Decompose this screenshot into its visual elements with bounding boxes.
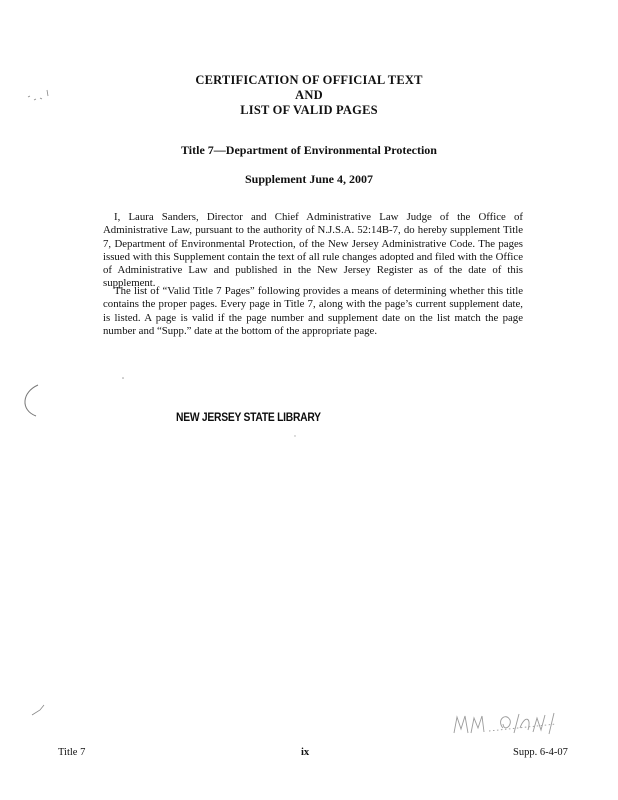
footer-title: Title 7	[58, 747, 86, 758]
supplement-date-heading: Supplement June 4, 2007	[244, 172, 374, 186]
title-heading: Title 7—Department of Environmental Protection	[181, 143, 437, 157]
certification-paragraph: I, Laura Sanders, Director and Chief Administrative Law Judge of the Office of Administrative Law, pursuant to the authority of N.J.S.A. 52:14B-7, do hereby supplement Title 7, Department of Environmental Protection, of the New Jersey Administrative Code. The pages issued with this Supplement contain the text of all rule changes adopted and filed with the Office of Administrative Law and published in the New Jersey Register as of the date of this supplement.	[103, 211, 523, 290]
footer-supplement-date: Supp. 6-4-07	[513, 747, 568, 758]
margin-bracket-mark	[25, 385, 38, 416]
library-stamp: NEW JERSEY STATE LIBRARY	[176, 410, 321, 424]
footer-page-number: ix	[301, 747, 310, 758]
speck-dot-2	[294, 435, 295, 436]
valid-pages-heading: LIST OF VALID PAGES	[240, 103, 378, 117]
margin-dash-mark	[32, 705, 44, 715]
speck-dot	[122, 377, 124, 379]
certification-heading: CERTIFICATION OF OFFICIAL TEXT	[195, 73, 423, 87]
valid-pages-paragraph: The list of “Valid Title 7 Pages” following provides a means of determining whether this title contains the proper pages. Every page in Title 7, along with the page’s current supplement date, is listed. A page is valid if the page number and supplement date on the list match the page number and “Supp.” date at the bottom of the appropriate page.	[103, 285, 523, 337]
handwritten-initials-mark	[454, 713, 556, 734]
heading-and: AND	[295, 88, 323, 102]
